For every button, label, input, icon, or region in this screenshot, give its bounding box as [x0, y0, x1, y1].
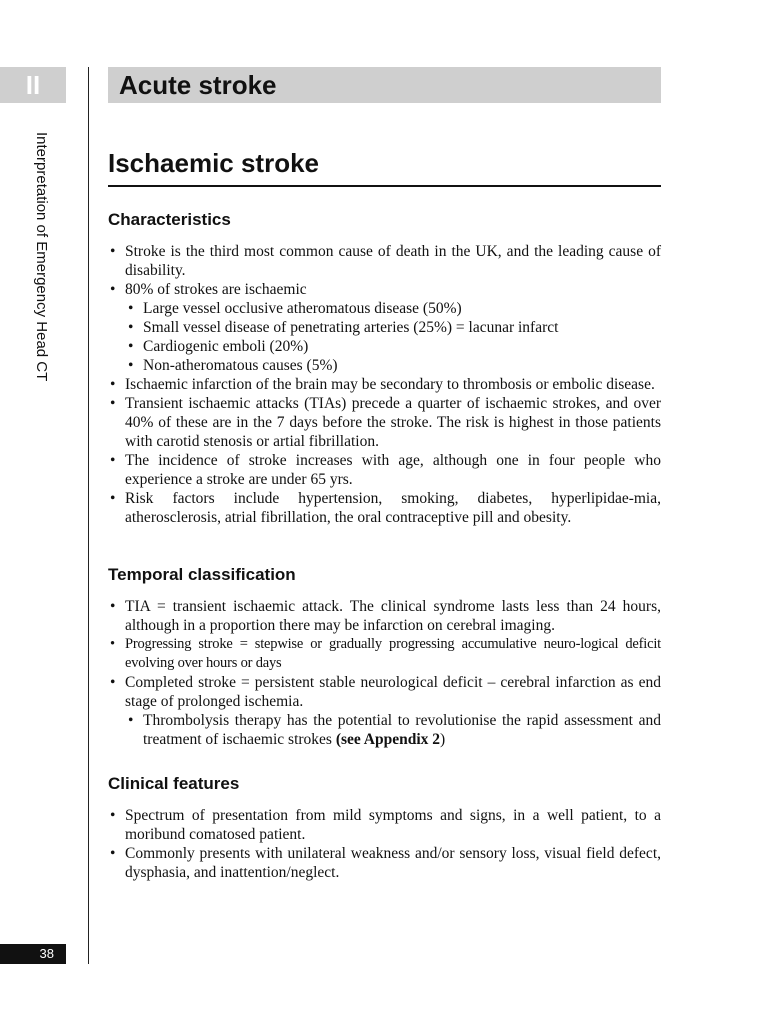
- sub-list-item: • Cardiogenic emboli (20%): [126, 337, 661, 356]
- list-item: • Transient ischaemic attacks (TIAs) precede a quarter of ischaemic strokes, and over 40% of these are in the 7 days before the stroke. The risk is highest in those patients with carotid stenosis or artial fibrillation.: [108, 394, 661, 451]
- list-item: • 80% of strokes are ischaemic: [108, 280, 661, 299]
- list-item: • Risk factors include hypertension, smoking, diabetes, hyperlipidae-mia, atherosclerosis, atrial fibrillation, the oral contraceptive pill and obesity.: [108, 489, 661, 527]
- list-item: • Ischaemic infarction of the brain may be secondary to thrombosis or embolic disease.: [108, 375, 661, 394]
- sub-list-item: [126, 711, 661, 749]
- list-item: • Progressing stroke = stepwise or gradually progressing accumulative neuro-logical deficit evolving over hours or days: [108, 635, 661, 673]
- closing-parenthesis: ): [440, 731, 446, 748]
- sub-list-item: • Non-atheromatous causes (5%): [126, 356, 661, 375]
- part-label: II: [0, 67, 66, 103]
- appendix-reference: (see Appendix 2: [335, 731, 441, 748]
- margin-rule: [88, 67, 89, 964]
- temporal-classification-heading: Temporal classification: [108, 565, 296, 584]
- thrombolysis-text: Thrombolysis therapy has the potential to revolutionise the rapid assessment and treatment of ischaemic strokes: [143, 712, 661, 748]
- list-item: • The incidence of stroke increases with age, although one in four people who experience a stroke are under 65 yrs.: [108, 451, 661, 489]
- list-item: • Completed stroke = persistent stable neurological deficit – cerebral infarction as end stage of prolonged ischemia.: [108, 673, 661, 711]
- sub-list-item: • Small vessel disease of penetrating arteries (25%) = lacunar infarct: [126, 318, 661, 337]
- section-title: Ischaemic stroke: [108, 148, 661, 187]
- sub-list-item: • Large vessel occlusive atheromatous disease (50%): [126, 299, 661, 318]
- list-item: • Stroke is the third most common cause of death in the UK, and the leading cause of disability.: [108, 242, 661, 280]
- running-book-title: Interpretation of Emergency Head CT: [33, 132, 50, 382]
- temporal-classification-list: [108, 597, 661, 749]
- list-item: • TIA = transient ischaemic attack. The clinical syndrome lasts less than 24 hours, although in a proportion there may be infarction on cerebral imaging.: [108, 597, 661, 635]
- chapter-title: Acute stroke: [119, 70, 277, 100]
- page-content: [108, 148, 661, 882]
- clinical-features-heading: Clinical features: [108, 774, 240, 793]
- list-item: • Commonly presents with unilateral weakness and/or sensory loss, visual field defect, dysphasia, and inattention/neglect.: [108, 844, 661, 882]
- characteristics-heading: Characteristics: [108, 210, 231, 229]
- clinical-features-list: [108, 806, 661, 882]
- page-number: 38: [0, 944, 66, 964]
- chapter-header-bar: [108, 67, 661, 103]
- list-item: • Spectrum of presentation from mild symptoms and signs, in a well patient, to a moribund comatosed patient.: [108, 806, 661, 844]
- characteristics-list: [108, 242, 661, 527]
